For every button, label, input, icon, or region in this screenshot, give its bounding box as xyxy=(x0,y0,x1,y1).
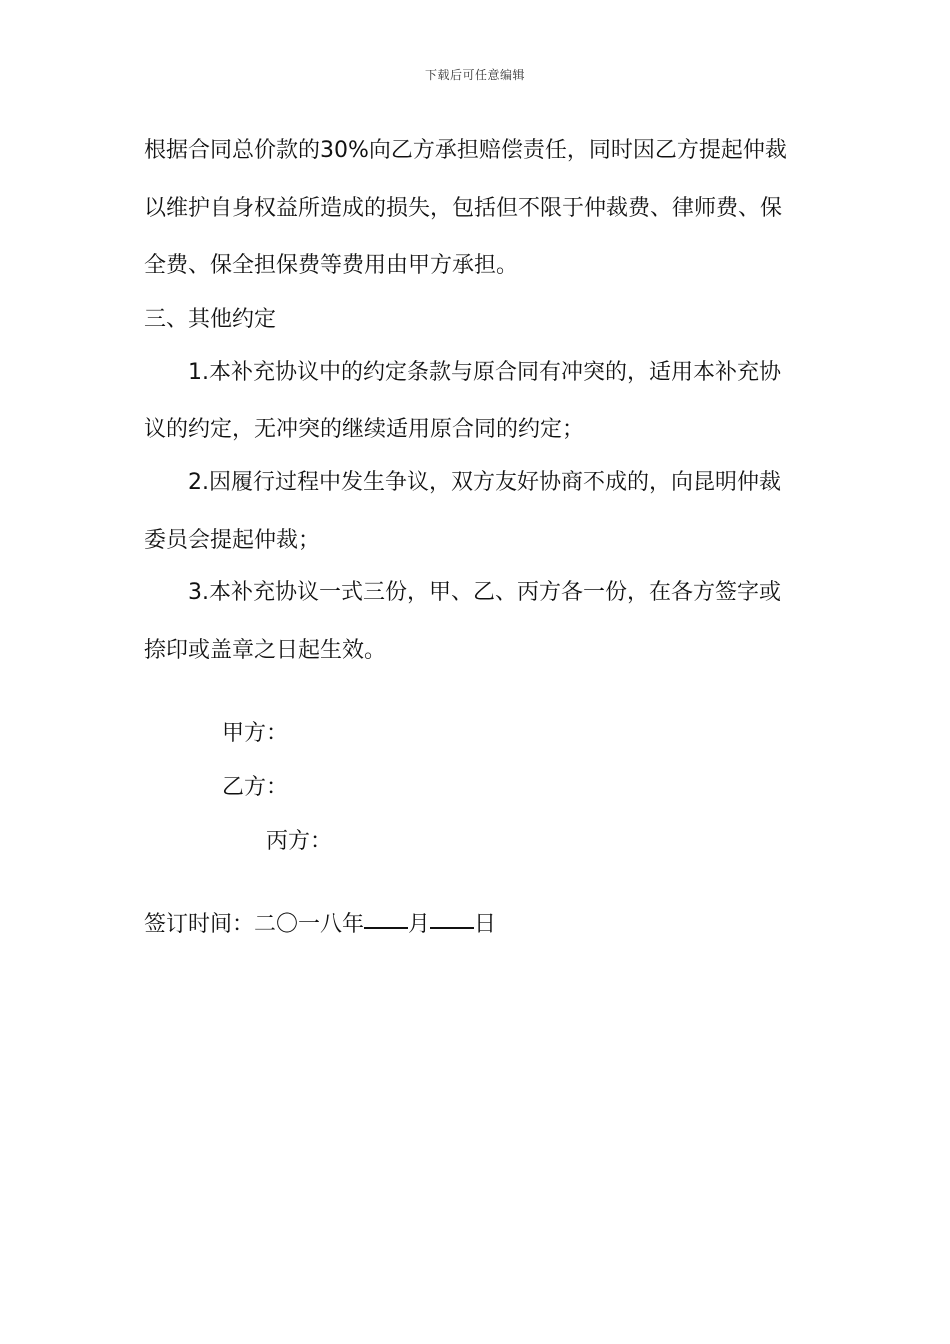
clause-3-line: 捺印或盖章之日起生效。 xyxy=(144,638,387,663)
party-a-signature-label: 甲方： xyxy=(222,721,289,746)
clause-2-line: 2.因履行过程中发生争议，双方友好协商不成的，向昆明仲裁 xyxy=(188,470,781,495)
paragraph-line: 以维护自身权益所造成的损失，包括但不限于仲裁费、律师费、保 xyxy=(144,196,783,221)
clause-1-line: 1.本补充协议中的约定条款与原合同有冲突的，适用本补充协 xyxy=(188,360,781,385)
paragraph-line: 根据合同总价款的30%向乙方承担赔偿责任，同时因乙方提起仲裁 xyxy=(144,138,787,163)
signing-date-day: 日 xyxy=(474,912,497,937)
signing-date-month: 月 xyxy=(408,912,431,937)
day-blank-line xyxy=(430,905,474,929)
signing-date-label: 签订时间： xyxy=(144,912,255,937)
signing-date-year: 二〇一八年 xyxy=(254,912,365,937)
clause-1-line: 议的约定，无冲突的继续适用原合同的约定； xyxy=(144,417,585,442)
party-c-signature-label: 丙方： xyxy=(266,829,333,854)
signing-date xyxy=(144,907,496,940)
month-blank-line xyxy=(364,905,408,929)
clause-2-line: 委员会提起仲裁； xyxy=(144,528,321,553)
page-header: 下载后可任意编辑 xyxy=(424,68,525,82)
section-title: 三、其他约定 xyxy=(144,307,277,332)
paragraph-line: 全费、保全担保费等费用由甲方承担。 xyxy=(144,253,519,278)
party-b-signature-label: 乙方： xyxy=(222,775,289,800)
clause-3-line: 3.本补充协议一式三份，甲、乙、丙方各一份，在各方签字或 xyxy=(188,580,781,605)
